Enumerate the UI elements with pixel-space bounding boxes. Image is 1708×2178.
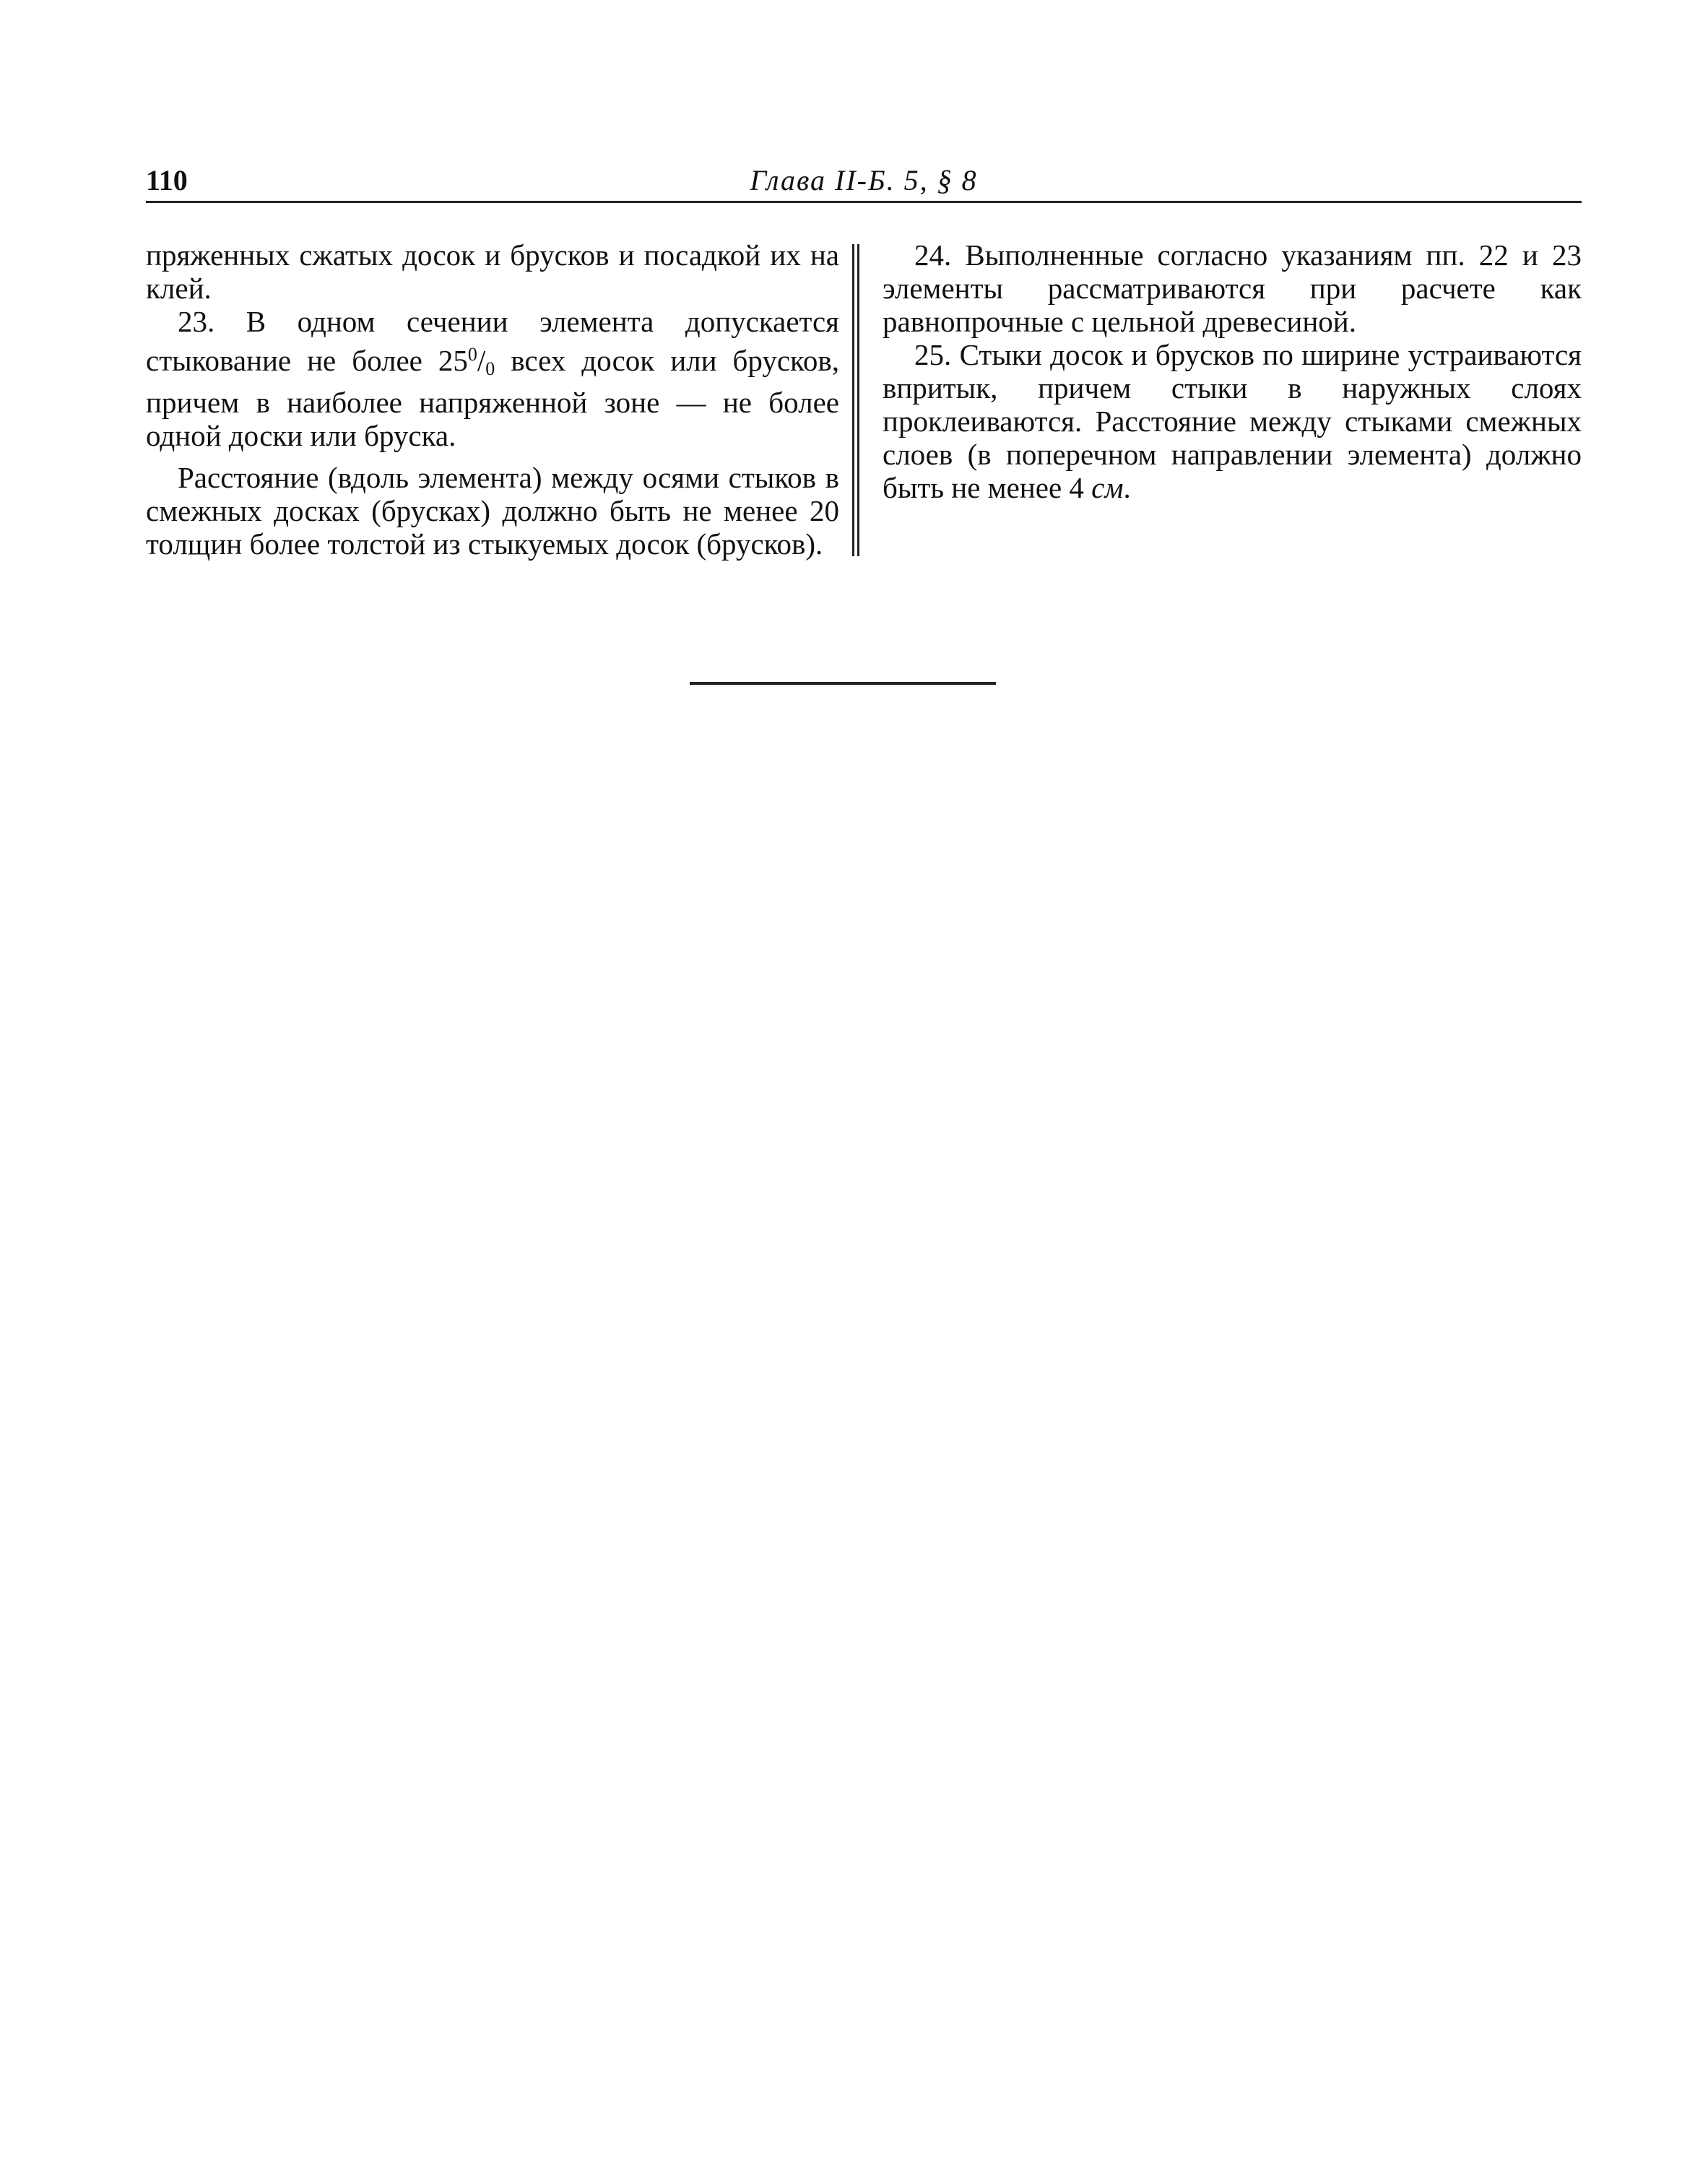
column-divider: [852, 244, 859, 556]
page-header: [146, 160, 1582, 201]
header-rule: [146, 201, 1582, 203]
paragraph-continuation: пряженных сжатых досок и брусков и посадкой их на клей.: [146, 238, 839, 305]
paragraph-25-end: .: [1123, 471, 1131, 504]
paragraph-24: 24. Выполненные согласно указаниям пп. 22 и 23 элементы рассматриваются при расчете как равнопрочные с цельной древесиной.: [883, 238, 1582, 338]
running-head: Глава II-Б. 5, § 8: [750, 164, 978, 196]
paragraph-23-text-end: всех досок или брусков, причем в наиболее напряженной зоне — не более одной доски или бруска.: [146, 344, 839, 452]
page-number: 110: [146, 164, 188, 196]
percent-sign-subscript: 0: [485, 358, 495, 379]
percent-sign-superscript: 0: [467, 344, 477, 365]
unit-cm: см: [1091, 471, 1124, 504]
paragraph-23-text-start: 23. В одном сечении элемента допускается стыкование не более 25: [146, 305, 839, 377]
left-column: [146, 238, 839, 561]
section-end-rule: [690, 682, 996, 685]
right-column: [883, 238, 1582, 504]
paragraph-25: [883, 338, 1582, 504]
paragraph-25-text: 25. Стыки досок и брусков по ширине устраиваются впритык, причем стыки в наружных слоях проклеиваются. Расстояние между стыками смежных слоев (в поперечном направлении элемента) должно быть не менее 4: [883, 338, 1582, 504]
percent-sign-slash: /: [477, 344, 486, 377]
paragraph-23: [146, 305, 839, 452]
paragraph-distance: Расстояние (вдоль элемента) между осями стыков в смежных досках (брусках) должно быть не менее 20 толщин более толстой из стыкуемых досок (брусков).: [146, 461, 839, 561]
